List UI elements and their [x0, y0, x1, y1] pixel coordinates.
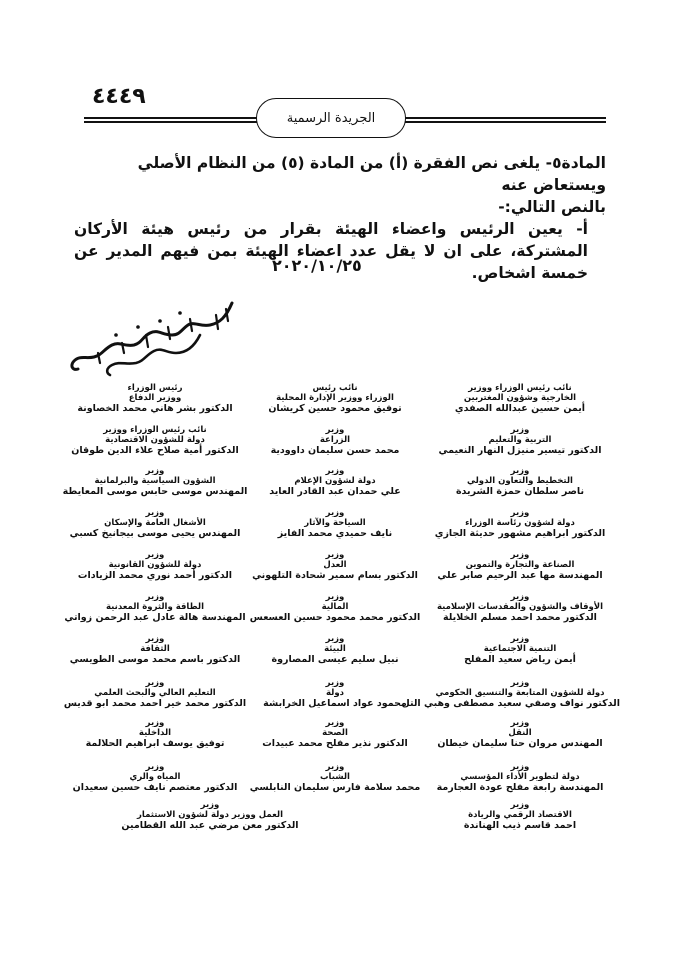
minister-title: رئيس الوزراء ووزير الدفاع	[127, 383, 183, 403]
minister-block	[420, 383, 620, 415]
minister-name: المهندسة رابعة مفلح عودة العجارمة	[436, 782, 604, 793]
minister-title: وزير دولة لشؤون رئاسة الوزراء	[465, 508, 575, 528]
minister-name: الدكتور ابراهيم مشهور حديثة الجازي	[434, 528, 606, 539]
article-line-1: المادة٥- يلغى نص الفقرة (أ) من المادة (٥) من النظام الأصلي ويستعاض عنه	[137, 154, 606, 194]
minister-block	[420, 762, 620, 794]
minister-block	[401, 678, 620, 710]
minister-block	[420, 718, 620, 750]
minister-title: وزير دولة	[325, 678, 345, 698]
minister-title: وزير التعليم العالي والبحث العلمي	[94, 678, 216, 698]
minister-title: وزير المياه والري	[129, 762, 181, 782]
minister-block	[235, 678, 435, 710]
minister-name: الدكتور بشر هاني محمد الخصاونة	[77, 403, 233, 414]
minister-block	[235, 718, 435, 750]
minister-name: محمود عواد اسماعيل الخرابشة	[263, 698, 407, 709]
minister-title: وزير الصحة	[322, 718, 348, 738]
minister-name: أيمن رياض سعيد المفلح	[464, 654, 576, 665]
minister-block	[235, 383, 435, 415]
minister-name: محمد سلامة فارس سليمان النابلسي	[249, 782, 421, 793]
decree-date: ٢٠٢٠/١٠/٢٥	[272, 256, 362, 275]
minister-name: ناصر سلطان حمزة الشريدة	[455, 486, 585, 497]
minister-block	[235, 592, 435, 624]
minister-name: الدكتور أحمد نوري محمد الزيادات	[77, 570, 233, 581]
minister-title: وزير الداخلية	[138, 718, 172, 738]
minister-block	[235, 508, 435, 540]
minister-title: وزير الزراعة	[319, 425, 351, 445]
minister-block	[55, 383, 255, 415]
article-clause: أ- يعين الرئيس واعضاء الهيئة بقرار من رئيس هيئة الأركان المشتركة، على ان لا يقل عدد اعضاء الهيئة بمن فيهم المدير عن خمسة اشخاص.	[74, 220, 588, 282]
minister-name: أيمن حسين عبدالله الصفدي	[454, 403, 586, 414]
minister-name: نايف حميدي محمد الفايز	[277, 528, 393, 539]
minister-name: الدكتور محمد احمد مسلم الخلايلة	[443, 612, 597, 623]
minister-name: الدكتور تيسير منيزل النهار النعيمي	[438, 445, 602, 456]
minister-name: المهندس يحيى موسى بيجانيخ كسبي	[69, 528, 241, 539]
minister-title: نائب رئيس الوزراء ووزير دولة للشؤون الاقتصادية	[103, 425, 207, 445]
minister-block	[235, 762, 435, 794]
minister-title: وزير المالية	[321, 592, 349, 612]
minister-block	[235, 466, 435, 498]
minister-title: وزير الطاقة والثروة المعدنية	[106, 592, 204, 612]
minister-block	[235, 634, 435, 666]
minister-title: وزير دولة لشؤون الإعلام	[294, 466, 376, 486]
minister-name: الدكتور نذير مفلح محمد عبيدات	[262, 738, 408, 749]
minister-block	[55, 425, 255, 457]
minister-name: الدكتور محمد محمود حسين العسعس	[249, 612, 421, 623]
minister-block	[420, 592, 620, 624]
minister-title: وزير الاقتصاد الرقمي والريادة	[468, 800, 572, 820]
minister-title: وزير التنمية الاجتماعية	[483, 634, 557, 654]
minister-title: وزير الشؤون السياسية والبرلمانية	[94, 466, 216, 486]
minister-title: وزير الشباب	[320, 762, 350, 782]
minister-name: محمد حسن سليمان داوودية	[270, 445, 400, 456]
minister-block	[95, 800, 325, 832]
signature-graphic	[50, 295, 250, 380]
minister-title: وزير الثقافة	[140, 634, 170, 654]
minister-block	[55, 592, 255, 624]
minister-title: وزير التخطيط والتعاون الدولي	[467, 466, 573, 486]
minister-title: وزير دولة للشؤون القانونية	[108, 550, 202, 570]
minister-title: وزير الأوقاف والشؤون والمقدسات الإسلامية	[436, 592, 604, 612]
minister-title: وزير البيئة	[324, 634, 346, 654]
minister-title: وزير العدل	[323, 550, 347, 570]
minister-block	[420, 508, 620, 540]
minister-title: وزير السياحة والآثار	[304, 508, 366, 528]
minister-block	[55, 466, 255, 498]
minister-title: وزير التربية والتعليم	[488, 425, 552, 445]
minister-name: الدكتور نواف وصفي سعيد مصطفى وهبي التل	[401, 698, 620, 709]
minister-block	[55, 762, 255, 794]
minister-title: وزير الأشغال العامة والإسكان	[104, 508, 206, 528]
minister-title: وزير دولة لتطوير الأداء المؤسسي	[460, 762, 580, 782]
minister-block	[55, 508, 255, 540]
minister-name: المهندسة مها عبد الرحيم صابر علي	[437, 570, 603, 581]
gazette-title: الجريدة الرسمية	[286, 110, 376, 126]
minister-title: وزير النقل	[508, 718, 532, 738]
minister-name: احمد قاسم ذيب الهناندة	[463, 820, 577, 831]
minister-name: توفيق يوسف ابراهيم الحلالمة	[85, 738, 225, 749]
minister-title: نائب رئيس الوزراء ووزير الخارجية وشؤون المغتربين	[463, 383, 577, 403]
minister-block	[55, 678, 255, 710]
gazette-title-box	[256, 98, 406, 138]
minister-title: وزير دولة للشؤون المتابعة والتنسيق الحكومي	[435, 678, 605, 698]
minister-block	[420, 425, 620, 457]
minister-name: المهندس موسى حابس موسى المعايطة	[62, 486, 248, 497]
minister-block	[420, 800, 620, 832]
minister-block	[55, 718, 255, 750]
minister-name: المهندس مروان حنا سليمان خيطان	[437, 738, 603, 749]
minister-name: الدكتور معن مرضي عبد الله القطامين	[121, 820, 299, 831]
minister-title: نائب رئيس الوزراء ووزير الإدارة المحلية	[276, 383, 394, 403]
minister-name: الدكتور محمد خير احمد محمد ابو قديس	[63, 698, 247, 709]
minister-block	[55, 550, 255, 582]
minister-name: الدكتور بسام سمير شحادة التلهوني	[252, 570, 418, 581]
minister-name: المهندسة هالة عادل عبد الرحمن زواتي	[64, 612, 246, 623]
minister-block	[420, 466, 620, 498]
minister-name: توفيق محمود حسين كريشان	[268, 403, 402, 414]
page-number: ٤٤٤٩	[92, 84, 146, 109]
article-line-2: بالنص التالي:-	[498, 198, 606, 216]
minister-name: علي حمدان عبد القادر العايد	[269, 486, 401, 497]
minister-block	[420, 634, 620, 666]
royal-signature	[50, 295, 250, 380]
minister-block	[420, 550, 620, 582]
minister-name: الدكتور باسم محمد موسى الطويسي	[69, 654, 241, 665]
minister-block	[235, 550, 435, 582]
minister-title: وزير العمل ووزير دولة لشؤون الاستثمار	[137, 800, 283, 820]
minister-title: وزير الصناعة والتجارة والتموين	[465, 550, 575, 570]
minister-name: الدكتور أمية صلاح علاء الدين طوقان	[71, 445, 239, 456]
minister-name: الدكتور معتصم نايف حسين سعيدان	[72, 782, 238, 793]
minister-block	[55, 634, 255, 666]
minister-name: نبيل سليم عيسى المصاروة	[271, 654, 399, 665]
minister-block	[235, 425, 435, 457]
